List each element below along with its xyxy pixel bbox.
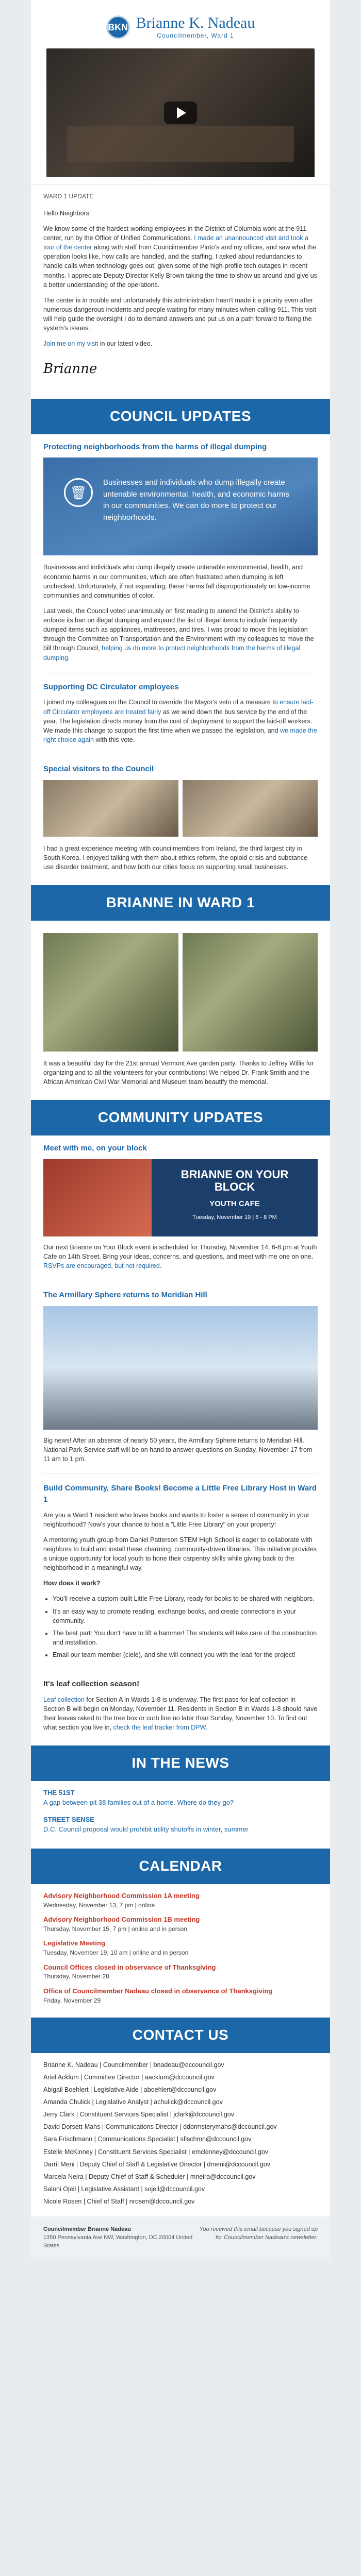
news-section bbox=[31, 1781, 330, 1849]
news-link[interactable]: D.C. Council proposal would prohibit utility shutoffs in winter, summer bbox=[43, 1825, 249, 1833]
contact-person[interactable]: Marcela Neira | Deputy Chief of Staff & Scheduler | mneira@dccouncil.gov bbox=[43, 2173, 256, 2180]
circulator-link-2[interactable]: we made the right choice again bbox=[43, 726, 317, 743]
video-link[interactable]: Join me on my visit bbox=[43, 340, 99, 348]
contact-person[interactable]: Sara Frischmann | Communications Specialist | sfischmn@dccouncil.gov bbox=[43, 2136, 252, 2143]
circulator-link[interactable]: ensure laid-off Circulator employees are treated fairly bbox=[43, 699, 314, 716]
calendar-date: Tuesday, November 19, 10 am | online and in person bbox=[43, 1949, 189, 1957]
contact-banner: CONTACT US bbox=[31, 2018, 330, 2053]
trash-icon: 🗑 bbox=[64, 478, 93, 507]
flyer-headline: BRIANNE ON YOUR BLOCK bbox=[180, 1167, 289, 1193]
flyer-date: Tuesday, November 19 | 6 - 8 PM bbox=[192, 1214, 277, 1221]
issue-label: WARD 1 UPDATE bbox=[43, 193, 94, 200]
play-icon[interactable] bbox=[164, 101, 197, 124]
calendar-title[interactable]: Legislative Meeting bbox=[43, 1939, 105, 1947]
calendar-date: Thursday, November 15, 7 pm | online and in person bbox=[43, 1925, 188, 1933]
visitors-photo-1 bbox=[43, 780, 178, 837]
calendar-title[interactable]: Council Offices closed in observance of Thanksgiving bbox=[43, 1963, 216, 1971]
calendar-item bbox=[43, 1915, 318, 1934]
armillary-title: The Armillary Sphere returns to Meridian Hill bbox=[43, 1290, 207, 1299]
calendar-title[interactable]: Advisory Neighborhood Commission 1A meeting bbox=[43, 1891, 200, 1900]
contact-person[interactable]: David Dorsett-Mahs | Communications Director | ddormsterymahs@dccouncil.gov bbox=[43, 2123, 277, 2131]
text: along with staff from Councilmember Pinto's and my offices, and saw what the operation looks like, how calls are handled, and the staffing. I asked about redundancies to handle calls when technology goes out, given some of the high-profile tech outages in recent months. I appreciate Deputy Director Kelly Brown taking the time to show us around and give us a better understanding of the operations. bbox=[43, 244, 317, 289]
ward1-section bbox=[31, 921, 330, 1100]
community-updates-banner: COMMUNITY UPDATES bbox=[31, 1100, 330, 1136]
text: for Section A in Wards 1-8 is underway. The first pass for leaf collection in Section B will begin on Monday, November 11. Residents in Section B in Wards 1-8 should have their leaves raked to the tree box or curb line no later than Sunday, November 10. To find out what section you live in, bbox=[43, 1696, 318, 1732]
news-item[interactable] bbox=[43, 1788, 318, 1808]
intro-paragraph-3 bbox=[43, 339, 318, 348]
armillary-photo bbox=[43, 1306, 318, 1430]
brand-name: Brianne K. Nadeau bbox=[136, 14, 255, 31]
contact-person[interactable]: Abigail Boehlert | Legislative Aide | aboehlert@dccouncil.gov bbox=[43, 2086, 217, 2093]
library-list bbox=[43, 1594, 318, 1659]
council-updates-banner: COUNCIL UPDATES bbox=[31, 399, 330, 434]
text: Last week, the Council voted unanimously on first reading to amend the District's ability to enforce its ban on illegal dumping and expand the list of illegal items to include frequently dumped items such as appliances, mattresses, and tires. I was proud to move this legislation through the Committee on Transportation and the Environment with my colleagues to move the bill through Council, bbox=[43, 607, 314, 652]
leaf-paragraph bbox=[43, 1695, 318, 1733]
intro-paragraph-2: The center is in trouble and unfortunately this administration hasn't made it a priority even after numerous dangerous incidents and people waiting for many minutes when calling 911. This visit will help guide the oversight I do to demand answers and put us on a path forward to fixing the system's issues. bbox=[43, 296, 317, 332]
library-paragraph-2: A mentoring youth group from Daniel Patterson STEM High School is eager to collaborate with neighbors to build and install these charming, community-driven libraries. This initiative provides a unique opportunity for local youth to hone their carpentry skills while giving back to the neighborhood in a meaningful way. bbox=[43, 1536, 317, 1572]
ward1-photo-2 bbox=[183, 933, 318, 1052]
text: as we wind down the bus service by the end of the year. The legislation directs money from the cost of deployment to support the laid-off workers. We made this change to support the first time when we passed the legislation, and bbox=[43, 708, 313, 734]
calendar-title[interactable]: Advisory Neighborhood Commission 1B meeting bbox=[43, 1916, 200, 1924]
visitors-photo-2 bbox=[183, 780, 318, 837]
rsvp-link[interactable]: RSVPs are encouraged, but not required. bbox=[43, 1262, 162, 1269]
news-source: THE 51ST bbox=[43, 1788, 75, 1797]
list-item: • The best part: You don't have to lift a hammer! The students will take care of the construction and installation. bbox=[53, 1629, 318, 1647]
logo bbox=[41, 14, 320, 40]
library-how-title: How does it work? bbox=[43, 1580, 101, 1587]
newsletter bbox=[31, 0, 330, 2260]
list-item: • It's an easy way to promote reading, exchange books, and create connections in your community. bbox=[53, 1607, 318, 1625]
contact-person[interactable]: Amanda Chulick | Legislative Analyst | achulick@dccouncil.gov bbox=[43, 2098, 223, 2106]
dumping-link[interactable]: helping us do more to protect neighborhoods from the harms of illegal dumping. bbox=[43, 645, 301, 662]
contact-person[interactable]: Darril Meni | Deputy Chief of Staff & Legislative Director | dmeni@dccouncil.gov bbox=[43, 2160, 270, 2168]
calendar-item bbox=[43, 1891, 318, 1910]
calendar-banner: CALENDAR bbox=[31, 1849, 330, 1884]
news-banner: IN THE NEWS bbox=[31, 1745, 330, 1781]
block-paragraph bbox=[43, 1243, 318, 1270]
footer-left bbox=[43, 2226, 194, 2250]
news-source: STREET SENSE bbox=[43, 1815, 94, 1823]
ward1-banner: BRIANNE IN WARD 1 bbox=[31, 885, 330, 921]
contact-person[interactable]: Nicole Rosen | Chief of Staff | nrosen@dccouncil.gov bbox=[43, 2198, 195, 2206]
text: in our latest video. bbox=[100, 340, 153, 348]
contact-person[interactable]: Brianne K. Nadeau | Councilmember | bnadeau@dccouncil.gov bbox=[43, 2061, 224, 2069]
footer bbox=[31, 2216, 330, 2260]
armillary-paragraph: Big news! After an absence of nearly 50 years, the Armillary Sphere returns to Meridian Hill. National Park Service staff will be on hand to answer questions on Sunday, November 17 from 11 am to 1 pm. bbox=[43, 1436, 313, 1463]
calendar-title[interactable]: Office of Councilmember Nadeau closed in observance of Thanksgiving bbox=[43, 1987, 273, 1995]
header bbox=[31, 0, 330, 185]
greeting: Hello Neighbors: bbox=[43, 209, 91, 217]
ward1-photo-1 bbox=[43, 933, 178, 1052]
footer-disclaimer: You received this email because you signed up for Councilmember Nadeau's newsletter. bbox=[199, 2226, 318, 2241]
contact-person[interactable]: Ariel Acklum | Committee Director | aacklum@dccouncil.gov bbox=[43, 2073, 215, 2081]
signature: Brianne bbox=[43, 361, 97, 377]
visitors-photos bbox=[43, 780, 318, 837]
911-visit-link[interactable]: I made an unannounced visit and took a tour of the center bbox=[43, 234, 308, 251]
contact-person[interactable]: Estelle McKinney | Constituent Services Specialist | emckinney@dccouncil.gov bbox=[43, 2148, 269, 2156]
dumping-title: Protecting neighborhoods from the harms of illegal dumping bbox=[43, 442, 267, 451]
leaf-title: It's leaf collection season! bbox=[43, 1680, 140, 1689]
calendar-date: Friday, November 29 bbox=[43, 1996, 101, 2004]
calendar-item bbox=[43, 1963, 318, 1981]
intro-video[interactable] bbox=[46, 48, 315, 177]
contact-section bbox=[31, 2053, 330, 2217]
list-item: • Email our team member (ciele), and she will connect you with the lead for the project! bbox=[53, 1650, 318, 1659]
calendar-section bbox=[31, 1884, 330, 2018]
calendar-item bbox=[43, 1987, 318, 2005]
community-section bbox=[31, 1136, 330, 1746]
dumping-paragraph-1: Businesses and individuals who dump illegally create untenable environmental, health, and economic harms in our communities, which are often frustrated when dumping is left unchecked. Unfortunately, if not expanding, these harms fall disproportionately on low-income communities and communities of color. bbox=[43, 564, 310, 599]
footer-address: 1350 Pennsylvania Ave NW, Washington, DC 20004 United States bbox=[43, 2234, 193, 2249]
footer-name: Councilmember Brianne Nadeau bbox=[43, 2226, 131, 2233]
list-item: • You'll receive a custom-built Little Free Library, ready for books to be shared with neighbors. bbox=[53, 1594, 318, 1603]
intro-section bbox=[31, 185, 330, 399]
video-still bbox=[67, 126, 294, 162]
text: We know some of the hardest-working employees in the District of Columbia work at the 911 center, run by the Office of Unified Communications. bbox=[43, 225, 307, 242]
library-paragraph-1: Are you a Ward 1 resident who loves books and wants to foster a sense of community in your neighborhood? Now's your chance to host a "Little Free Library" on your property! bbox=[43, 1511, 309, 1528]
flyer-text bbox=[152, 1159, 318, 1236]
block-flyer[interactable] bbox=[43, 1159, 318, 1236]
calendar-date: Thursday, November 28 bbox=[43, 1973, 109, 1980]
news-link[interactable]: A gap between pit 38 families out of a home. Where do they go? bbox=[43, 1798, 234, 1806]
flyer-location: YOUTH CAFE bbox=[209, 1199, 260, 1208]
seal-icon: BKN bbox=[106, 15, 130, 39]
circulator-paragraph bbox=[43, 698, 318, 744]
visitors-paragraph: I had a great experience meeting with councilmembers from Ireland, the third largest city in South Korea. I enjoyed talking with them about ethics reform, the opioid crisis and substance use disorder treatment, and how both our cities focus on supporting small businesses. bbox=[43, 844, 308, 871]
ward1-paragraph: It was a beautiful day for the 21st annual Vermont Ave garden party. Thanks to Jeffrey Willis for organizing and to all the volunteers for your contributions! We helped Dr. Frank Smith and the African American Civil War Memorial and Museum team beautify the memorial. bbox=[43, 1059, 314, 1086]
dumping-section bbox=[31, 434, 330, 886]
calendar-date: Wednesday, November 13, 7 pm | online bbox=[43, 1901, 155, 1909]
text: I joined my colleagues on the Council to override the Mayor's veto of a measure to bbox=[43, 699, 278, 706]
visitors-title: Special visitors to the Council bbox=[43, 765, 154, 774]
dumping-paragraph-2 bbox=[43, 606, 318, 663]
text: with this vote. bbox=[95, 736, 135, 743]
leaf-tracker-link[interactable]: check the leaf tracker from DPW. bbox=[113, 1724, 208, 1732]
block-title: Meet with me, on your block bbox=[43, 1143, 147, 1153]
ward1-photos bbox=[43, 933, 318, 1052]
dumping-image bbox=[43, 457, 318, 555]
flyer-photo bbox=[43, 1159, 152, 1236]
library-title: Build Community, Share Books! Become a Little Free Library Host in Ward 1 bbox=[43, 1484, 317, 1504]
contact-person[interactable]: Jerry Clark | Constituent Services Specialist | jclark@dccouncil.gov bbox=[43, 2111, 235, 2119]
intro-paragraph-1 bbox=[43, 224, 318, 290]
leaf-collection-link[interactable]: Leaf collection bbox=[43, 1696, 85, 1703]
news-item[interactable] bbox=[43, 1815, 318, 1835]
dumping-image-text: Businesses and individuals who dump illegally create untenable environmental, health, and economic harms in our communities. We can do more to protect our neighborhoods. bbox=[103, 478, 290, 522]
circulator-title: Supporting DC Circulator employees bbox=[43, 682, 179, 691]
calendar-item bbox=[43, 1939, 318, 1957]
contact-person[interactable]: Saloni Ojeil | Legislative Assistant | sojeil@dccouncil.gov bbox=[43, 2185, 205, 2193]
text: Our next Brianne on Your Block event is scheduled for Thursday, November 14, 6-8 pm at Youth Cafe on 14th Street. Bring your ideas, concerns, and questions, and meet with me one on one. bbox=[43, 1243, 317, 1260]
brand-subtitle: Councilmember, Ward 1 bbox=[157, 32, 234, 39]
